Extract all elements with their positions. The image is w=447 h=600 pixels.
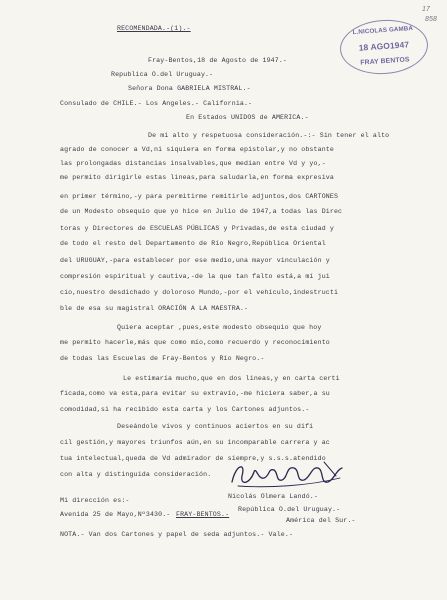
body-line: me permito dirigirle estas lineas,para saludarla,en forma expresiva [60, 174, 334, 181]
body-line: ble de esa su magistral ORACIÓN A LA MAESTRA.- [60, 305, 249, 312]
signer-name: Nicolás Olmera Landó.- [228, 493, 318, 500]
handwritten-signature [228, 458, 346, 492]
body-line: las prolongadas distancias insalvables,que median entre Vd y yo,- [60, 160, 326, 167]
body-line: comodidad,si ha recibido esta carta y los Cartones adjuntos.- [60, 406, 310, 413]
body-line: en primer término,-y para permitirme remitirle adjuntos,dos CARTONES [60, 193, 339, 200]
address-line: Consulado de CHILE.- Los Angeles.- California.- [60, 100, 253, 107]
sender-city: FRAY-BENTOS.- [176, 511, 230, 518]
body-line: Le estimaría mucho,que en dos lineas,y en carta certi [123, 375, 340, 382]
postmark-date: 18 AGO1947 [358, 39, 410, 53]
body-line: cil gestión,y mayores triunfos aún,en su incomparable carrera y ac [60, 439, 330, 446]
address-line: Señora Dona GABRIELA MISTRAL.- [128, 85, 251, 92]
body-line: de todas las Escuelas de Fray-Bentos y Río Negro.- [60, 355, 265, 362]
body-line: toras y Directores de ESCUELAS PÚBLICAS y Privadas,de esta ciudad y [60, 225, 334, 232]
address-label: Mi dirección es:- [60, 497, 130, 504]
body-line: tua intelectual,queda de Vd admirador de siempre,y s.s.s.atendido [60, 455, 326, 462]
body-line: compresión espiritual y cautiva,-de la que tan falto está,a mí jui [60, 273, 330, 280]
body-line: cio,nuestro desdichado y doloroso Mundo,-por el vehículo,indestructi [60, 289, 339, 296]
body-line: con alta y distinguida consideración. [60, 471, 212, 478]
sender-street: Avenida 25 de Mayo,Nº3430.- [60, 511, 171, 518]
body-line: de un Modesto obsequio que yo hice en Julio de 1947,a todas las Direc [60, 208, 343, 215]
body-line: ficada,como va esta,para evitar su extravío,-me hiciera saber,a su [60, 390, 330, 397]
body-line: de todo el resto del Departamento de Río Negro,República Oriental [60, 240, 326, 247]
address-line: En Estados UNIDOS de AMERICA.- [186, 114, 309, 121]
body-line: Quiera aceptar ,pues,este modesto obsequio que hoy [117, 324, 322, 331]
body-line: me permito hacerle,más que como mío,como recuerdo y reconocimiento [60, 339, 330, 346]
body-line: De mi alto y respetuosa consideración.-:- Sin tener el alto [148, 132, 390, 139]
postmark-stamp: L.NICOLAS GAMBA 18 AGO1947 FRAY BENTOS [338, 17, 430, 77]
sender-continent: América del Sur.- [286, 517, 356, 524]
body-line: Deseándole vivos y continuos aciertos en su difi [117, 423, 314, 430]
body-line: agrado de conocer a Vd,ni siquiera en forma epistolar,y no obstante [60, 146, 334, 153]
letter-heading: RECOMENDADA.-(1).- [117, 25, 191, 32]
sender-country: República O.del Uruguay.- [238, 506, 341, 513]
body-line: del URUGUAY,-para establecer por ese medio,una mayor vinculación y [60, 257, 330, 264]
postscript-note: NOTA.- Van dos Cartones y papel de seda adjuntos.- Vale.- [60, 531, 294, 538]
address-line: Republica O.del Uruguay.- [111, 71, 214, 78]
date-line: Fray-Bentos,18 de Agosto de 1947.- [148, 57, 288, 64]
page-number-mark: 17 [422, 6, 431, 13]
archive-number-mark: 858 [425, 16, 438, 23]
